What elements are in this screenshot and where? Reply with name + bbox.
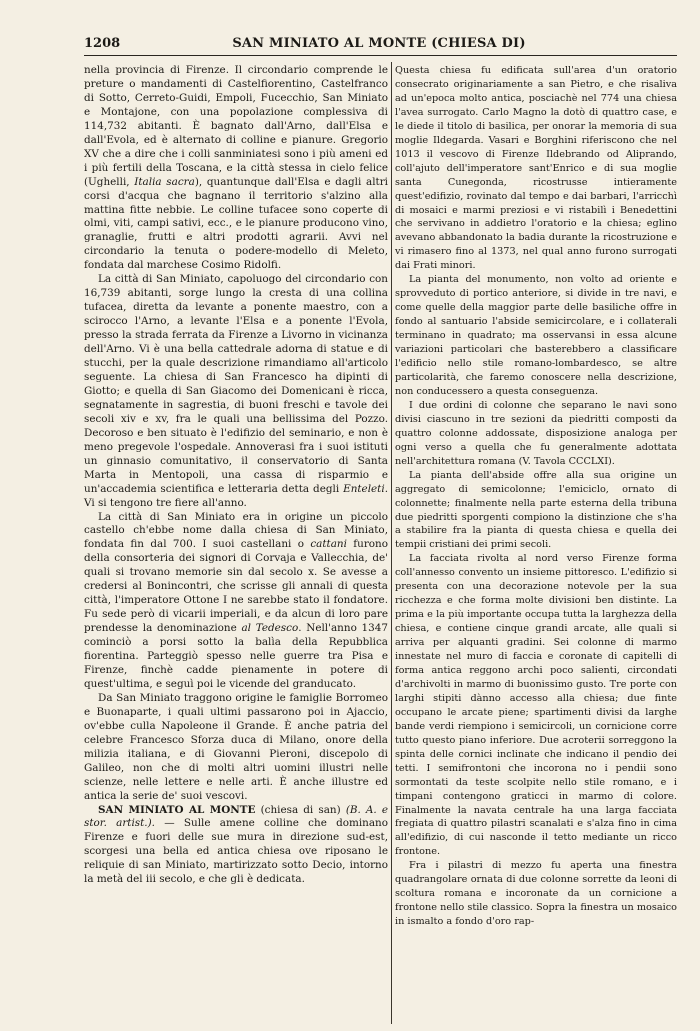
- paragraph: nella provincia di Firenze. Il circondario comprende le preture o mandamenti di Castelfiorentino, Castelfranco di Sotto, Cerreto-Guidi, Empoli, Fucecchio, San Miniato e Montajone, con una popolazione complessiva di 114,732 abitanti. È bagnato dall'Arno, dall'Elsa e dall'Evola, ed è alternato di colline e pianure. Gregorio XV che a dire che i colli sanminiatesi sono i più ameni ed i più fertili della Toscana, e la città stessa in cielo felice (Ughelli, Italia sacra), quantunque dall'Elsa e dagli altri corsi d'acqua che bagnano il territorio s'alzino alla mattina fitte nebbie. Le colline tufacee sono coperte di olmi, viti, campi sativi, ecc., e le pianure producono vino, granaglie, frutti e altri prodotti agrarii. Avvi nel circondario la tenuta o podere-modello di Meleto, fondata dal marchese Cosimo Ridolfi.: [84, 64, 388, 272]
- paragraph: Fra i pilastri di mezzo fu aperta una finestra quadrangolare ornata di due colonne sorrette da leoni di scoltura romana e incoronate da un cornicione a frontone nello stile classico. Sopra la finestra un mosaico in ismalto a fondo d'oro rap-: [395, 860, 677, 928]
- entry-title: SAN MINIATO AL MONTE: [98, 803, 256, 816]
- page-header: [84, 30, 674, 56]
- paragraph: I due ordini di colonne che separano le navi sono divisi ciascuno in tre sezioni da piedritti composti da quattro colonne addossate, disposizione analoga per ogni verso a quella che fu generalmente adottata nell'architettura romana (V. Tavola CCCLXI).: [395, 399, 677, 467]
- entry-paragraph: SAN MINIATO AL MONTE (chiesa di san) (B. A. e stor. artist.). — Sulle amene colline che dominano Firenze e fuori delle sue mura in direzione sud-est, scorgesi una bella ed antica chiesa ove riposano le reliquie di san Miniato, martirizzato sotto Decio, intorno la metà del iii secolo, e che gli è dedicata.: [84, 803, 389, 886]
- column-divider: [391, 62, 392, 1024]
- right-column: [395, 64, 677, 929]
- paragraph: Da San Miniato traggono origine le famiglie Borromeo e Buonaparte, i quali ultimi passarono poi in Ajaccio, ov'ebbe culla Napoleone il Grande. È anche patria del celebre Francesco Sforza duca di Milano, onore della milizia italiana, e di Giovanni Pieroni, discepolo di Galileo, non che di molti altri uomini illustri nelle scienze, nelle lettere e nelle arti. È anche illustre ed antica la serie de' suoi vescovi.: [84, 691, 388, 802]
- page-number: 1208: [84, 36, 121, 51]
- entry-subtitle: (chiesa di san): [260, 803, 341, 816]
- paragraph: La facciata rivolta al nord verso Firenze forma coll'annesso convento un insieme pittoresco. L'edifizio si presenta con una decorazione notevole per la sua ricchezza e che forma molte divisioni ben distinte. La prima e la più importante occupa tutta la larghezza della chiesa, e contiene cinque grandi arcate, alle quali si arriva per alquanti gradini. Sei colonne di marmo innestate nel muro di faccia e coronate di capitelli di forma antica reggono archi poco salienti, circondati d'archivolti in marmo di buonissimo gusto. Tre porte con larghi stipiti dànno accesso alla chiesa; due finte occupano le arcate piene; spartimenti divisi da larghe bande verdi riempiono i semicircoli, un cornicione corre tutto questo piano inferiore. Due acroterii sorreggono la spinta delle cornici inclinate che indicano il pendio dei tetti. I semifrontoni che incorona no i pendii sono sormontati da teste scolpite nello stile romano, e i timpani contengono graticci in marmo di colore. Finalmente la navata centrale ha una larga facciata fregiata di quattro pilastri scanalati e s'alza fino in cima all'edifizio, di cui nasconde il tetto mediante un ricco frontone.: [395, 553, 677, 858]
- paragraph: La pianta del monumento, non volto ad oriente e sprovveduto di portico anteriore, si divide in tre navi, e come quelle della maggior parte delle basiliche offre in fondo al santuario l'abside semicircolare, e i collaterali terminano in quadrato; ma osservansi in essa alcune variazioni particolari che basterebbero a classificare l'edificio nello stile romano-lombardesco, se altre particolarità, che faremo conoscere nella descrizione, non conducessero a questa conseguenza.: [395, 274, 677, 397]
- paragraph: Questa chiesa fu edificata sull'area d'un oratorio consecrato originariamente a san Pietro, e che risaliva ad un'epoca molto antica, posciachè nel 774 una chiesa l'avea surrogato. Carlo Magno la dotò di quattro case, e le diede il titolo di basilica, per onorar la memoria di sua moglie Ildegarda. Vasari e Borghini riferiscono che nel 1013 il vescovo di Firenze Ildebrando od Aliprando, coll'ajuto dell'imperatore sant'Enrico e di sua moglie santa Cunegonda, ricostrusse intieramente quest'edifizio, rovinato dal tempo e dai barbari, l'arricchì di mosaici e marmi preziosi e vi ristabilì i Benedettini che servivano in addietro l'oratorio e la chiesa; eglino avevano abbandonato la badia durante la ricostruzione e vi rimasero fino al 1373, nel qual anno furono surrogati dai Frati minori.: [395, 65, 677, 272]
- paragraph: La città di San Miniato era in origine un piccolo castello ch'ebbe nome dalla chiesa di San Miniato, fondata fin dal 700. I suoi castellani o cattani furono della consorteria dei signori di Corvaja e Vallecchia, de' quali si trovano memorie sin dal secolo x. Se avesse a credersi al Bonincontri, che scrisse gli annali di questa città, l'imperatore Ottone I ne sarebbe stato il fondatore. Fu sede però di vicarii imperiali, e da alcun di loro pare prendesse la denominazione al Tedesco. Nell'anno 1347 cominciò a porsi sotto la balìa della Repubblica fiorentina. Parteggiò spesso nelle guerre tra Pisa e Firenze, finchè cadde pienamente in potere di quest'ultima, e seguì poi le vicende del granducato.: [84, 510, 388, 690]
- running-title: SAN MINIATO AL MONTE (CHIESA DI): [232, 36, 526, 51]
- header-rule: [84, 55, 677, 56]
- paragraph: La pianta dell'abside offre alla sua origine un aggregato di semicolonne; l'emiciclo, ornato di colonnette; finalmente nella parte esterna della tribuna due piedritti sporgenti compiono la distinzione che s'ha a stabilire fra la pianta di questa chiesa e quella dei tempii cristiani dei primi secoli.: [395, 469, 677, 551]
- entry-reference: (B. A. e stor. artist.).: [84, 803, 389, 830]
- left-column: [84, 64, 388, 887]
- paragraph: La città di San Miniato, capoluogo del circondario con 16,739 abitanti, sorge lungo la cresta di una collina tufacea, diretta da levante a ponente maestro, con a scirocco l'Arno, a levante l'Elsa e a ponente l'Evola, presso la strada ferrata da Firenze a Livorno in vicinanza dell'Arno. Vi è una bella cattedrale adorna di statue e di stucchi, per la quale descrizione rimandiamo all'articolo seguente. La chiesa di San Francesco ha dipinti di Giotto; e quella di San Giacomo dei Domenicani è ricca, segnatamente in sagrestia, di buoni freschi e tavole dei secoli xiv e xv, fra le quali una bellissima del Pozzo. Decoroso e ben situato è l'edifizio del seminario, e non è meno pregevole l'ospedale. Annoverasi fra i suoi istituti un ginnasio comunitativo, il conservatorio di Santa Marta in Mentopoli, una cassa di risparmio e un'accademia scientifica e letteraria detta degli Enteleti. Vi si tengono tre fiere all'anno.: [84, 273, 388, 509]
